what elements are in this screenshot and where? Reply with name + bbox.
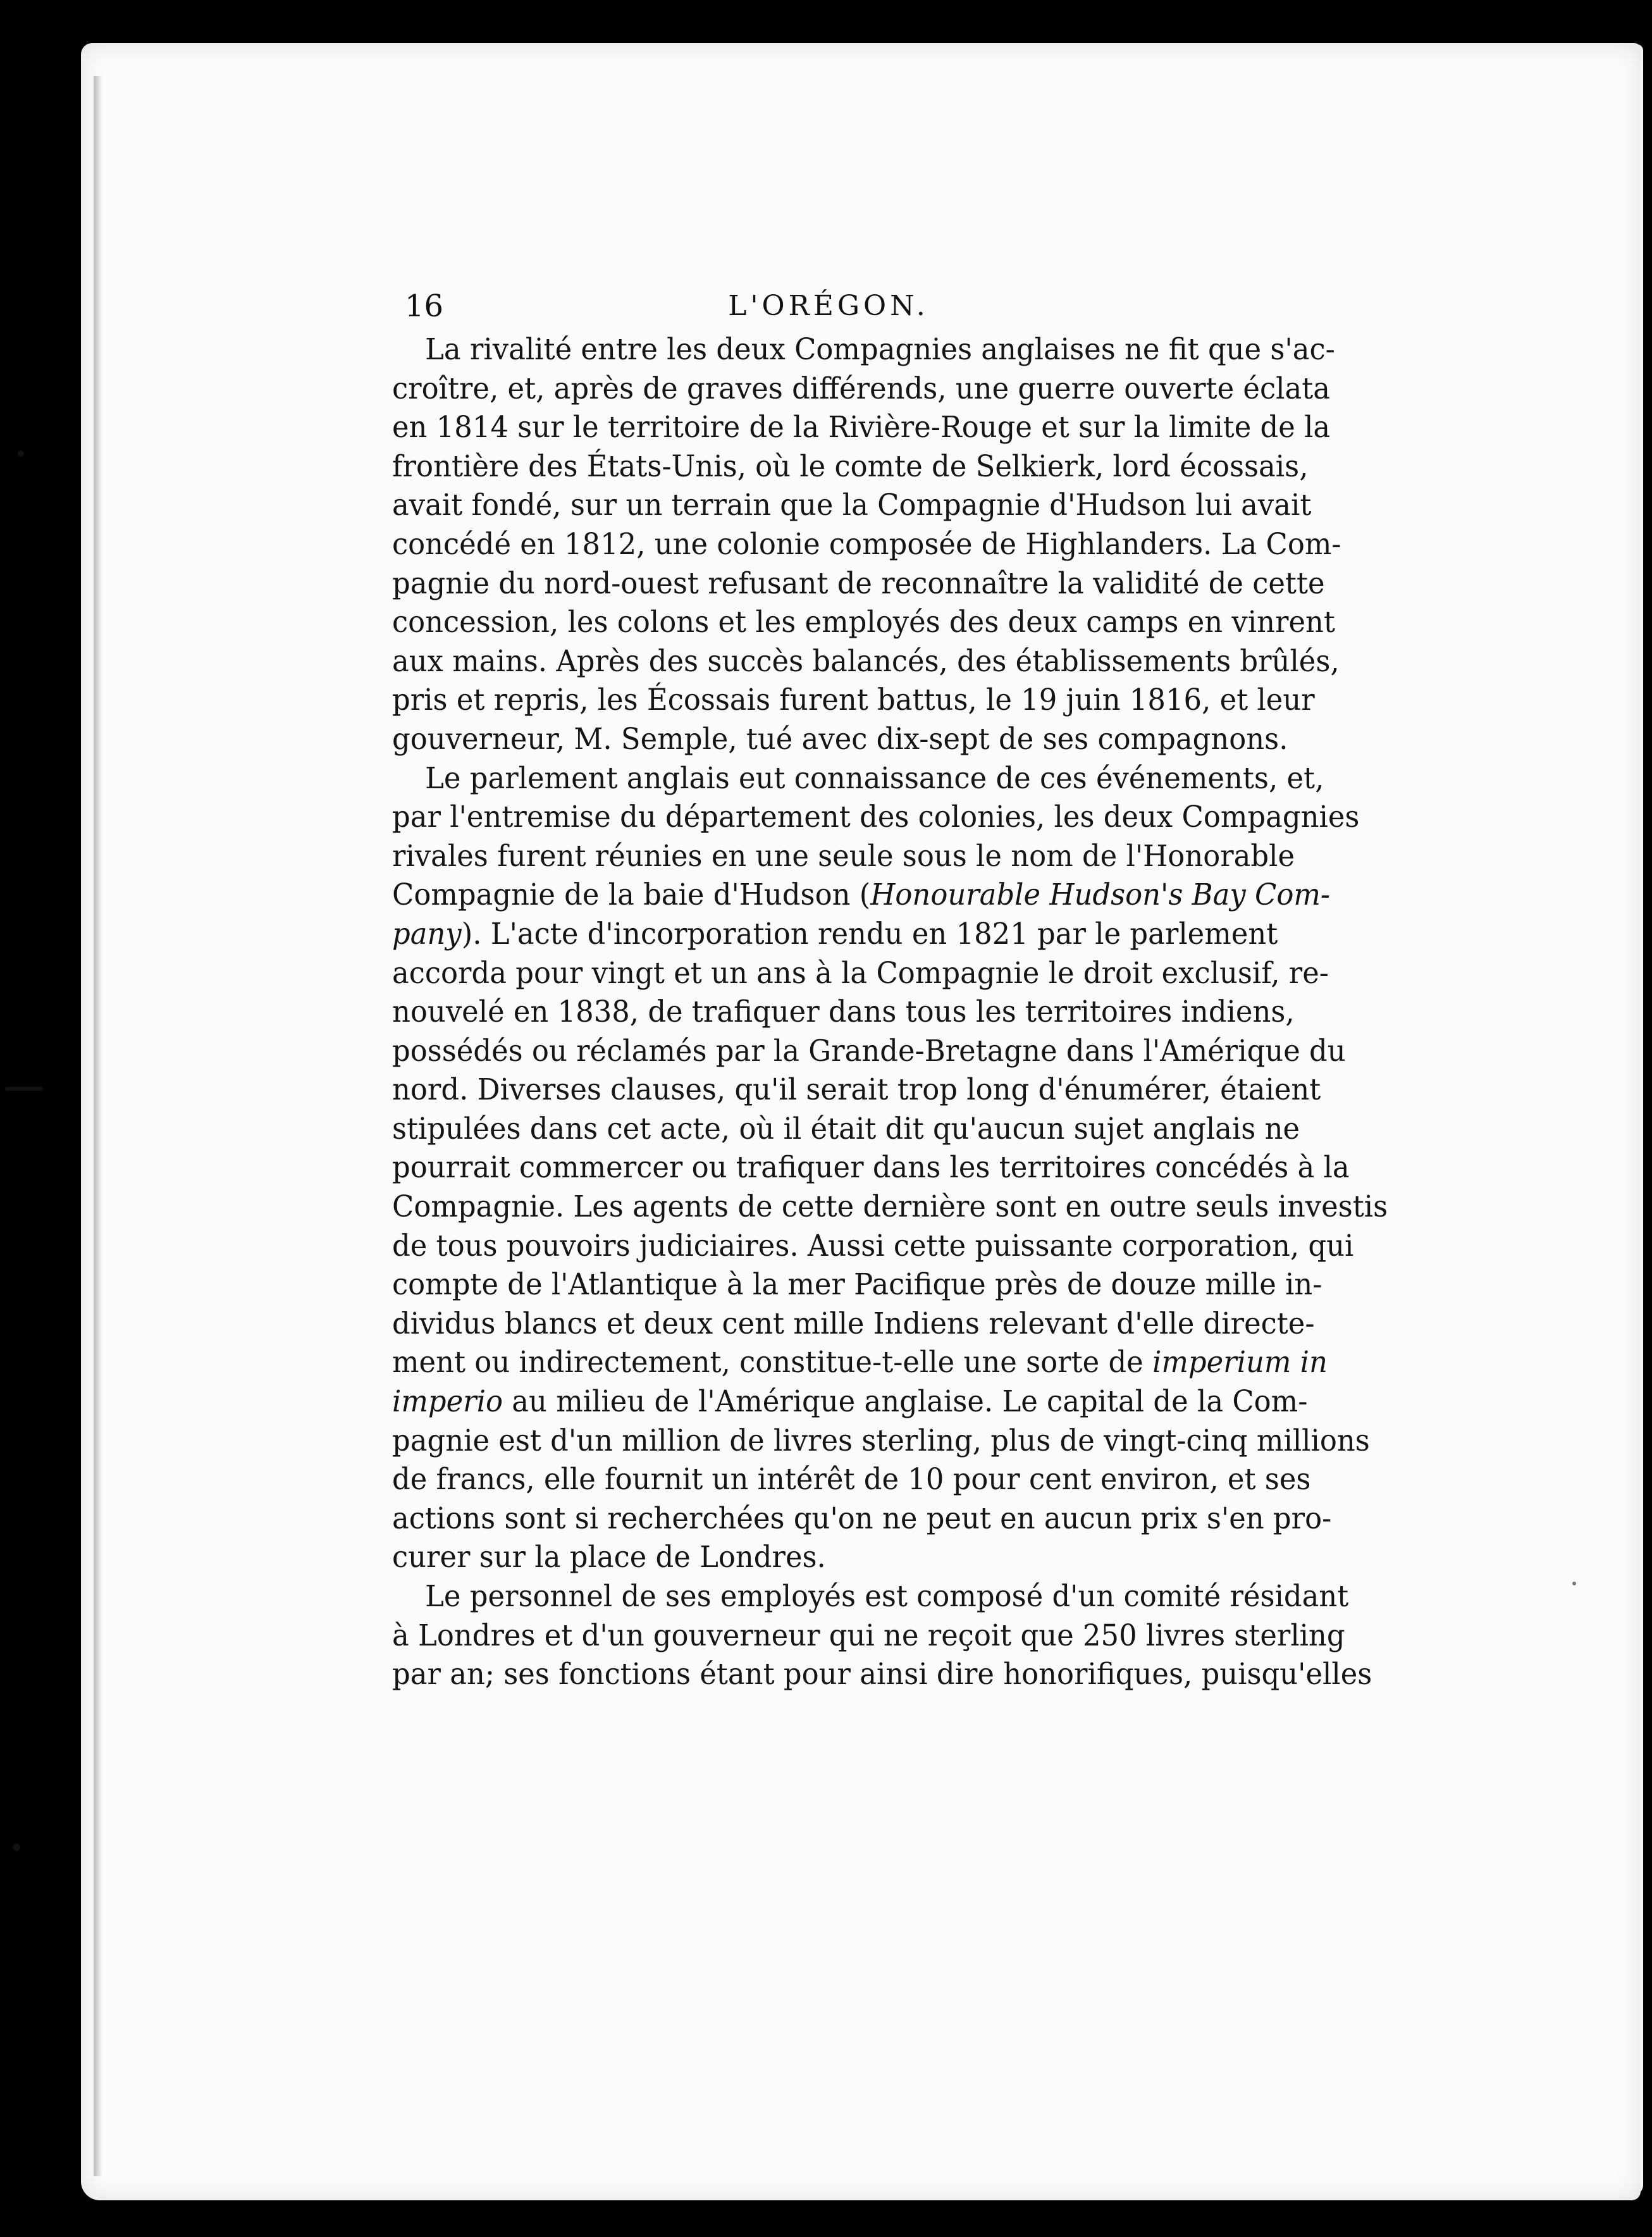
text-line [392,1265,1322,1304]
text-line [392,1304,1315,1344]
text-run: compte de l'Atlantique à la mer Pacifique près de douze mille in- [392,1267,1322,1302]
text-run: de tous pouvoirs judiciaires. Aussi cette puissante corporation, qui [392,1228,1354,1263]
text-run: concédé en 1812, une colonie composée de Highlanders. La Com- [392,526,1341,561]
text-run: La rivalité entre les deux Compagnies anglaises ne fit que s'ac- [425,332,1335,366]
text-run: curer sur la place de Londres. [392,1540,826,1575]
text-line [392,1616,1345,1656]
text-run: nouvelé en 1838, de trafiquer dans tous les territoires indiens, [392,995,1295,1029]
text-line [392,1460,1311,1499]
text-line [392,954,1329,993]
italic-phrase: Honourable Hudson's Bay Com- [870,877,1331,912]
text-run: ment ou indirectement, constitue-t-elle une sorte de [392,1345,1152,1380]
running-title: L'ORÉGON. [728,290,929,322]
text-line [392,408,1331,447]
text-line [392,1422,1370,1461]
text-run: Compagnie. Les agents de cette dernière sont en outre seuls investis [392,1189,1388,1224]
text-run: au milieu de l'Amérique anglaise. Le capital de la Com- [503,1384,1308,1419]
text-run: stipulées dans cet acte, où il était dit qu'aucun sujet anglais ne [392,1111,1300,1146]
text-run: nord. Diverses clauses, qu'il serait trop long d'énumérer, étaient [392,1072,1321,1107]
dust-speck [18,450,24,457]
italic-phrase: pany [392,916,462,951]
text-line [392,720,1288,759]
text-run: aux mains. Après des succès balancés, des établissements brûlés, [392,643,1340,678]
text-line [392,1032,1346,1071]
page-number: 16 [405,288,444,324]
text-run: ). L'acte d'incorporation rendu en 1821 par le parlement [461,916,1278,951]
text-run: Le parlement anglais eut connaissance de ces événements, et, [425,760,1324,795]
text-line [392,1499,1332,1539]
text-run: concession, les colons et les employés des deux camps en vinrent [392,605,1335,640]
text-line [392,447,1309,486]
text-line [392,681,1315,720]
text-line [392,525,1341,564]
text-line [392,1577,1349,1616]
text-run: par an; ses fonctions étant pour ainsi dire honorifiques, puisqu'elles [392,1657,1372,1692]
text-line [392,915,1278,954]
text-run: en 1814 sur le territoire de la Rivière-Rouge et sur la limite de la [392,410,1331,445]
text-run: pourrait commercer ou trafiquer dans les territoires concédés à la [392,1150,1350,1185]
text-run: à Londres et d'un gouverneur qui ne reçoit que 250 livres sterling [392,1618,1345,1652]
text-run: de francs, elle fournit un intérêt de 10 pour cent environ, et ses [392,1462,1311,1497]
text-line [392,993,1295,1032]
text-line [392,1148,1350,1187]
italic-phrase: imperio [392,1384,503,1419]
text-run: pagnie du nord-ouest refusant de reconnaître la validité de cette [392,566,1325,600]
italic-phrase: imperium in [1152,1345,1328,1380]
text-run: dividus blancs et deux cent mille Indiens relevant d'elle directe- [392,1306,1315,1341]
text-line [392,759,1324,798]
running-header [405,283,1252,329]
text-line [392,564,1325,604]
text-line [392,1227,1354,1266]
text-line [392,798,1360,837]
text-run: possédés ou réclamés par la Grande-Bretagne dans l'Amérique du [392,1033,1346,1068]
text-run: avait fondé, sur un terrain que la Compagnie d'Hudson lui avait [392,488,1312,523]
text-line [392,642,1340,681]
text-line [392,1070,1321,1110]
text-run: Le personnel de ses employés est composé d'un comité résidant [425,1579,1349,1613]
text-line [392,369,1330,409]
text-run: accorda pour vingt et un ans à la Compagnie le droit exclusif, re- [392,955,1329,990]
dust-speck [13,1844,20,1851]
text-line [392,876,1331,915]
text-line [392,1538,1210,1577]
dust-speck [5,1087,43,1091]
text-line [392,1655,1372,1694]
text-run: gouverneur, M. Semple, tué avec dix-sept de ses compagnons. [392,721,1288,756]
text-line [392,330,1335,369]
text-run: pris et repris, les Écossais furent battus, le 19 juin 1816, et leur [392,683,1315,717]
text-run: par l'entremise du département des colonies, les deux Compagnies [392,800,1360,834]
text-run: rivales furent réunies en une seule sous le nom de l'Honorable [392,838,1295,873]
text-line [392,603,1335,642]
text-run: pagnie est d'un million de livres sterling, plus de vingt-cinq millions [392,1423,1370,1458]
binding-shadow [94,76,102,2176]
dust-speck [1572,1582,1576,1585]
text-line [392,837,1295,876]
text-line [392,1343,1328,1382]
body-text [392,330,1388,1694]
text-run: frontière des États-Unis, où le comte de Selkierk, lord écossais, [392,449,1309,483]
text-line [392,1187,1388,1227]
text-run: actions sont si recherchées qu'on ne peut en aucun prix s'en pro- [392,1501,1332,1535]
text-run: Compagnie de la baie d'Hudson ( [392,877,871,912]
text-line [392,1110,1300,1149]
text-run: croître, et, après de graves différends, une guerre ouverte éclata [392,371,1330,406]
text-line [392,1382,1308,1422]
text-line [392,486,1312,525]
